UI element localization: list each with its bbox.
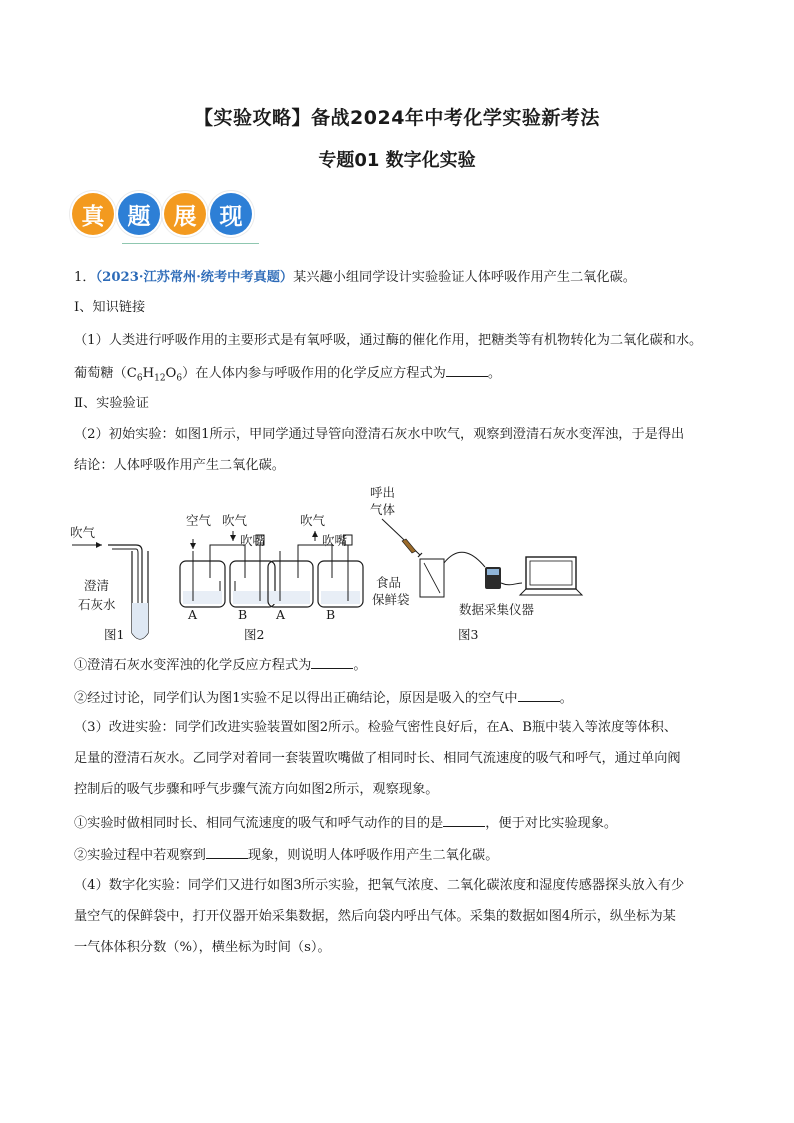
q3-2-text: ②实验过程中若观察到	[74, 848, 206, 863]
badge-ti: 题	[118, 193, 160, 235]
fig1-caption: 图1	[104, 627, 125, 642]
fig2-blow-label: 吹气	[222, 513, 248, 528]
badge-zhan: 展	[164, 193, 206, 235]
fig2b-label-b: B	[326, 607, 336, 622]
fig3-bag-label-2: 保鲜袋	[372, 592, 410, 607]
experiment-figure	[70, 483, 610, 648]
section-badges	[72, 193, 252, 238]
fig2b-liquid-a	[271, 591, 310, 604]
sub-o: 6	[176, 373, 183, 384]
question-stem-text: 某兴趣小组同学设计实验验证人体呼吸作用产生二氧化碳。	[293, 270, 636, 285]
atom-h: H	[142, 366, 155, 381]
experiment-figure-svg	[70, 483, 610, 648]
part4-line1: （4）数字化实验：同学们又进行如图3所示实验，把氧气浓度、二氧化碳浓度和湿度传感器探头放入有少	[74, 878, 685, 893]
fig3-cable-2	[501, 583, 522, 585]
fig2b-blow-label: 吹气	[300, 513, 326, 528]
equation-prompt: ）在人体内参与呼吸作用的化学反应方程式为	[182, 366, 446, 381]
part3-line3: 控制后的吸气步骤和呼气步骤气流方向如图2所示，观察现象。	[74, 782, 439, 797]
section-experiment: Ⅱ、实验验证	[74, 396, 149, 411]
fig3-monitor-screen	[530, 561, 572, 585]
fig2b-liquid-b	[321, 591, 360, 604]
fig2-mouth-label: 吹嘴	[240, 533, 266, 548]
fig3-exhale-label-2: 气体	[370, 502, 396, 517]
fig3-keyboard	[520, 589, 582, 595]
glucose-text: 葡萄糖（C	[74, 366, 137, 381]
fig2-label-a: A	[188, 607, 198, 622]
question-number: 1．	[74, 270, 96, 285]
q2-1-end: 。	[353, 658, 367, 673]
question-source: （2023·江苏常州·统考中考真题）	[95, 270, 294, 285]
fig3-cable-1	[444, 552, 485, 567]
fig1-liquid-label-2: 石灰水	[78, 597, 116, 612]
badge-xian: 现	[210, 193, 252, 235]
part1-line2	[74, 362, 734, 384]
fig2-blow-arrow-head	[230, 535, 236, 541]
q2-2-blank	[518, 687, 560, 702]
fig1-blow-label: 吹气	[70, 525, 96, 540]
fig2b-up-arrow-head	[312, 531, 318, 537]
q2-1-blank	[311, 654, 353, 669]
part4-line3: 一气体体积分数（%），横坐标为时间（s）。	[74, 940, 331, 955]
q3-1-text: ①实验时做相同时长、相同气流速度的吸气和呼气动作的目的是	[74, 816, 444, 831]
part2-line2: 结论：人体呼吸作用产生二氧化碳。	[74, 458, 285, 473]
q3-1	[74, 812, 734, 834]
document-title: 【实验攻略】备战2024年中考化学实验新考法	[194, 107, 600, 129]
fig3-datalogger-screen	[487, 569, 499, 575]
q2-2-end: 。	[559, 691, 573, 706]
part3-line2: 足量的澄清石灰水。乙同学对着同一套装置吹嘴做了相同时长、相同气流速度的吸气和呼气，通过单向阀	[74, 751, 681, 766]
answer-blank	[446, 362, 488, 377]
fig1-limewater	[132, 603, 148, 639]
q3-1-blank	[443, 812, 485, 827]
fig2-liquid-b	[233, 591, 272, 604]
fig3-exhale-label-1: 呼出	[370, 485, 396, 500]
badge-underline	[122, 243, 259, 244]
fig3-caption: 图3	[458, 627, 479, 642]
part3-line1: （3）改进实验：同学们改进实验装置如图2所示。检验气密性良好后，在A、B瓶中装入等浓度等体积、	[74, 720, 678, 735]
fig1-arrow-head	[96, 542, 102, 548]
sub-c: 6	[136, 373, 143, 384]
part1-line1: （1）人类进行呼吸作用的主要形式是有氧呼吸，通过酶的催化作用，把糖类等有机物转化为二氧化碳和水。	[74, 333, 703, 348]
q2-1	[74, 654, 734, 676]
question-stem	[74, 268, 734, 288]
q2-2	[74, 687, 734, 709]
part2-line1: （2）初始实验：如图1所示，甲同学通过导管向澄清石灰水中吹气，观察到澄清石灰水变浑浊，于是得出	[74, 427, 685, 442]
fig2b-mouth-label: 吹嘴	[322, 533, 348, 548]
period: 。	[487, 366, 502, 381]
fig3-probe	[424, 563, 440, 593]
atom-o: O	[165, 366, 177, 381]
part4-line2: 量空气的保鲜袋中，打开仪器开始采集数据，然后向袋内呼出气体。采集的数据如图4所示，纵坐标为某	[74, 909, 676, 924]
fig2-label-b: B	[238, 607, 248, 622]
q2-1-text: ①澄清石灰水变浑浊的化学反应方程式为	[74, 658, 312, 673]
document-subtitle: 专题01 数字化实验	[318, 150, 476, 171]
q2-2-text: ②经过讨论，同学们认为图1实验不足以得出正确结论，原因是吸入的空气中	[74, 691, 518, 706]
section-knowledge: Ⅰ、知识链接	[74, 300, 146, 315]
fig3-device-label: 数据采集仪器	[459, 602, 535, 617]
q3-1-end: ，便于对比实验现象。	[485, 816, 618, 831]
q3-2-end: 现象，则说明人体呼吸作用产生二氧化碳。	[247, 848, 499, 863]
fig2-air-arrow-head	[190, 543, 196, 549]
fig2-liquid-a	[183, 591, 222, 604]
sub-h: 12	[154, 373, 166, 384]
badge-zhen: 真	[72, 193, 114, 235]
q3-2	[74, 844, 734, 866]
fig2-caption: 图2	[244, 627, 265, 642]
q3-2-blank	[206, 844, 248, 859]
fig2b-label-a: A	[276, 607, 286, 622]
fig2-air-label: 空气	[186, 513, 212, 528]
fig3-nozzle	[402, 539, 416, 553]
fig3-bag-label-1: 食品	[376, 575, 402, 590]
fig1-liquid-label-1: 澄清	[84, 578, 110, 593]
